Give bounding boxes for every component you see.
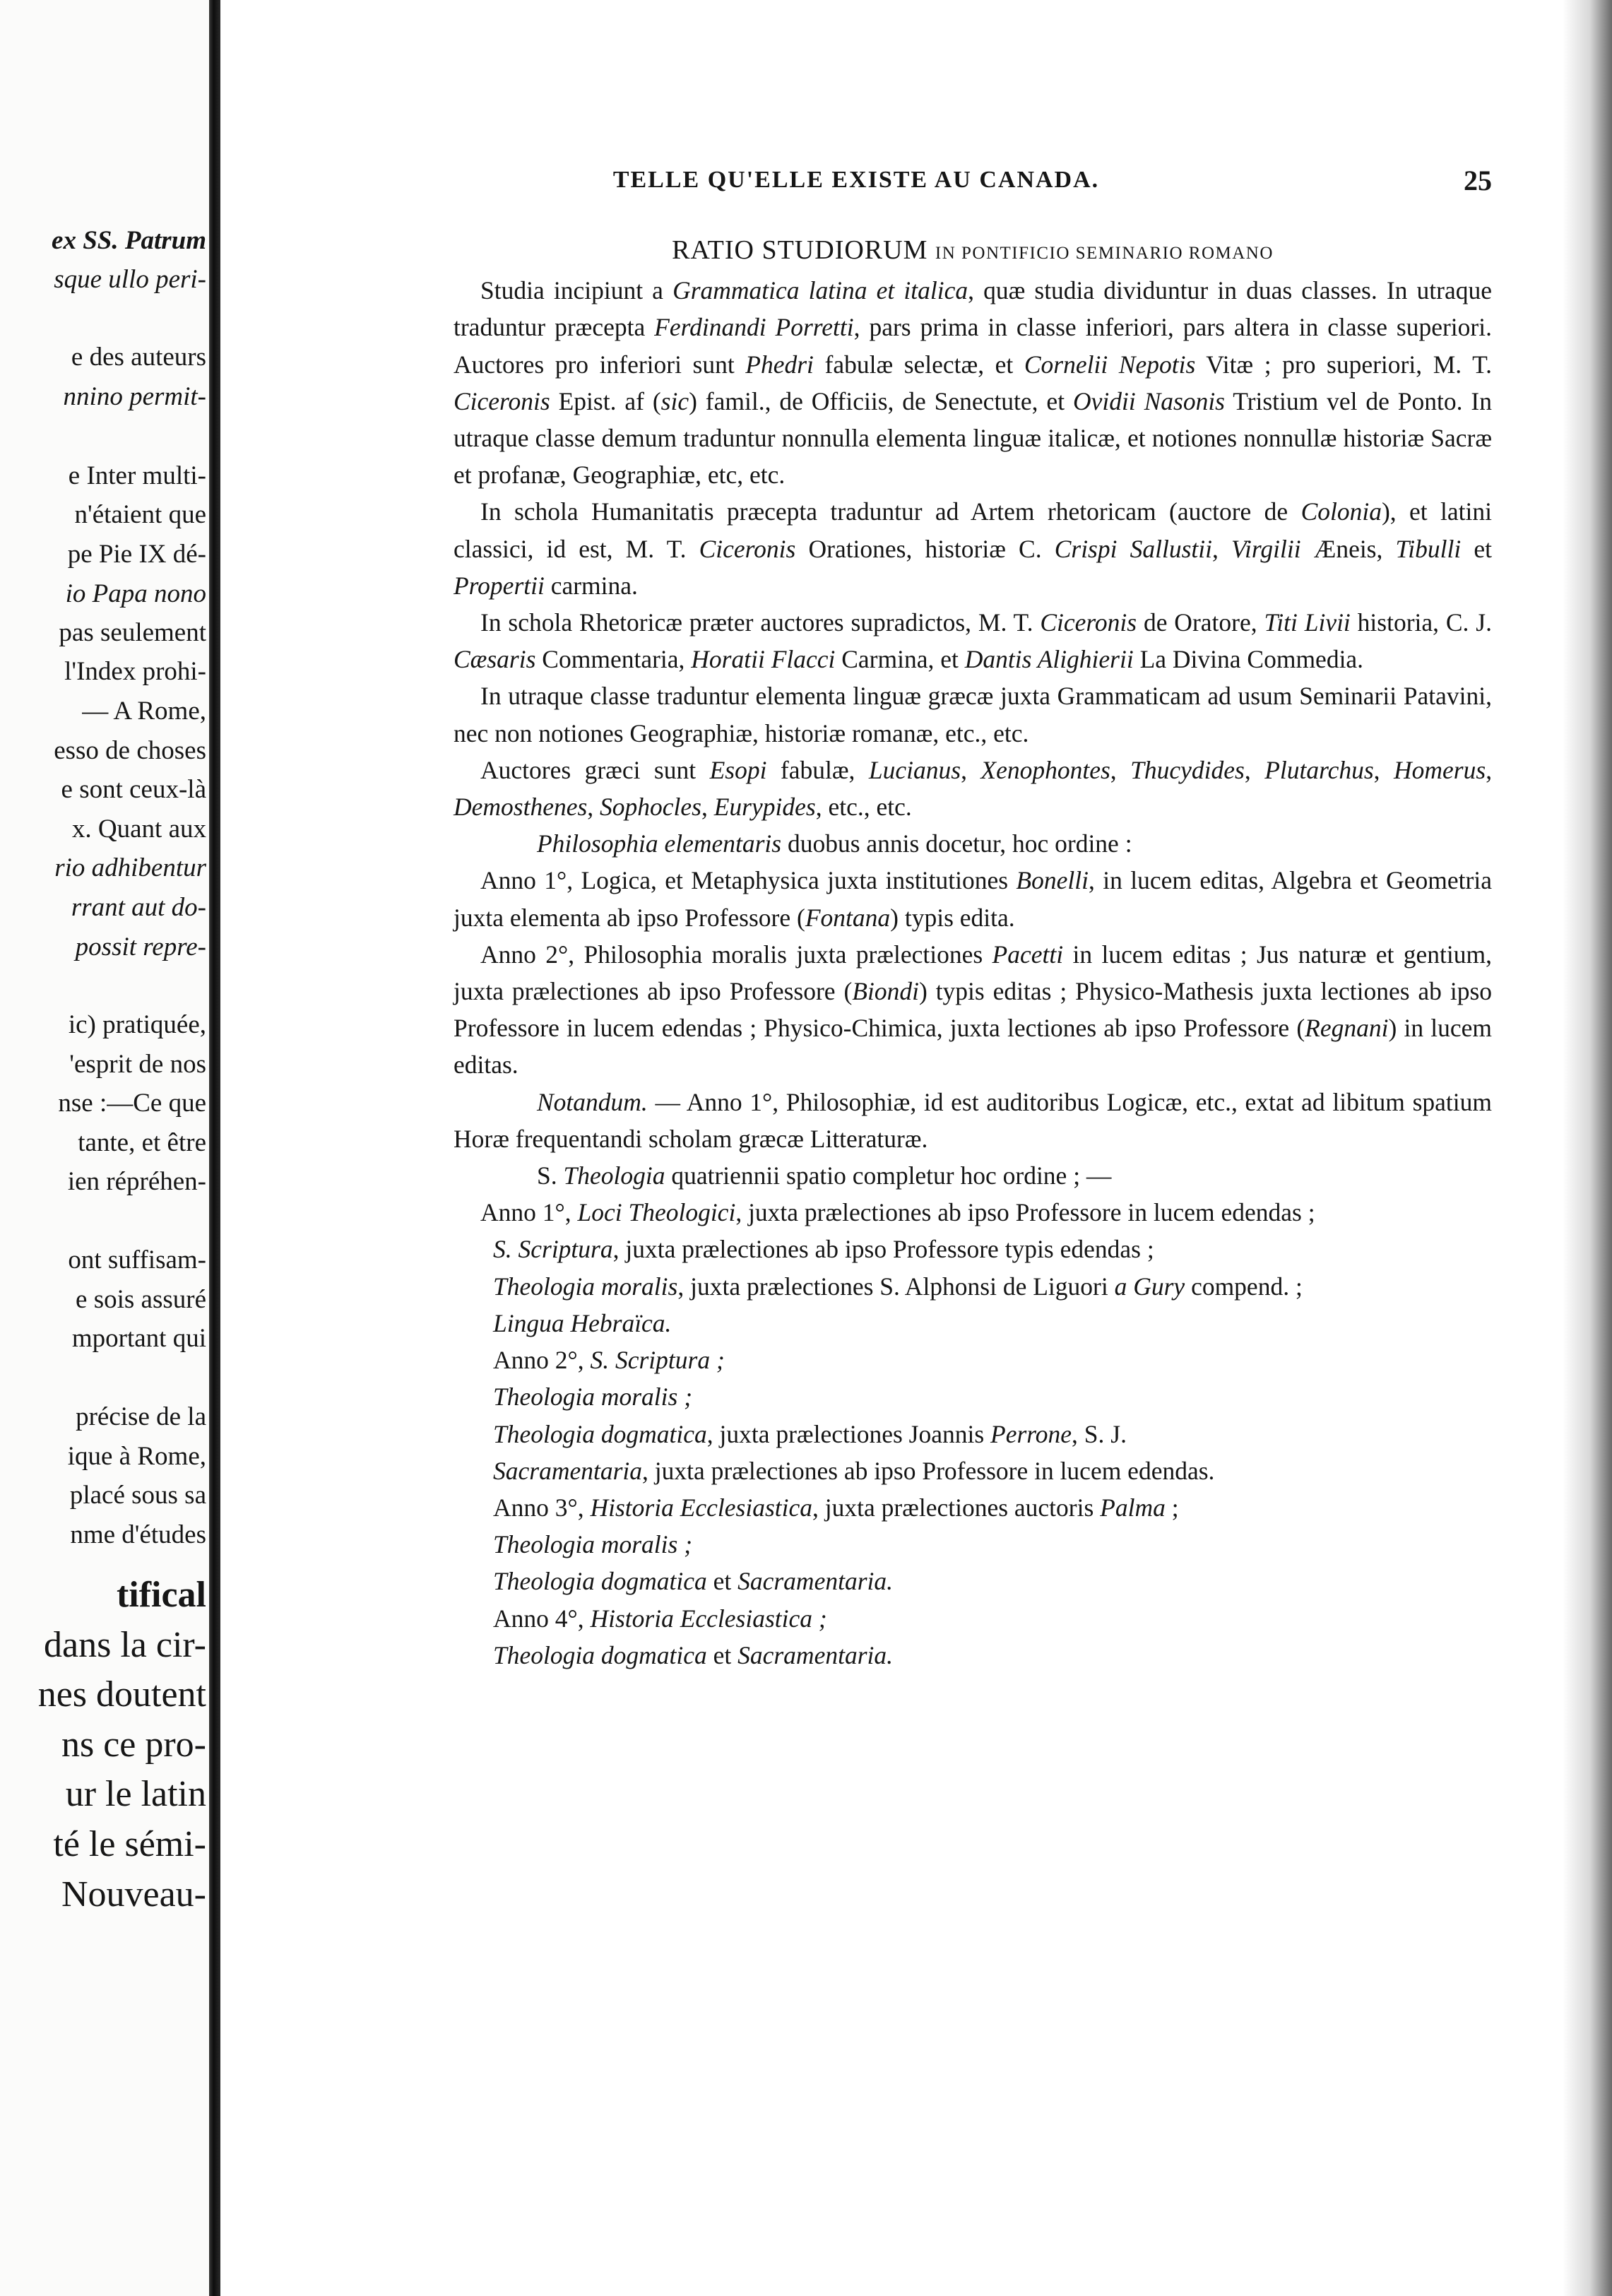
facing-page-line: ex SS. Patrum	[52, 226, 206, 255]
book-gutter	[209, 0, 220, 2296]
paragraph: Theologia dogmatica et Sacramentaria.	[493, 1640, 893, 1669]
paragraph: Notandum. — Anno 1°, Philosophiæ, id est auditoribus Logicæ, etc., extat ad libitum spatium Horæ frequentandi scholam græcæ Litteraturæ.	[454, 1087, 1492, 1153]
facing-page-line: ur le latin	[65, 1774, 206, 1814]
facing-page-line: ic) pratiquée,	[68, 1010, 206, 1039]
paragraph: Anno 1°, Loci Theologici, juxta prælectiones ab ipso Professore in lucem edendas ;	[480, 1198, 1315, 1227]
paragraph: Lingua Hebraïca.	[493, 1308, 672, 1337]
facing-page-fragment	[0, 0, 212, 2296]
paragraph: In schola Rhetoricæ præter auctores supradictos, M. T. Ciceronis de Oratore, Titi Livii historia, C. J. Cæsaris Commentaria, Horatii Flacci Carmina, et Dantis Alighierii La Divina Commedia.	[454, 608, 1492, 674]
title-subtitle: IN PONTIFICIO SEMINARIO ROMANO	[935, 244, 1274, 263]
facing-page-line: nes doutent	[37, 1674, 206, 1715]
title-main: RATIO STUDIORUM	[672, 235, 928, 265]
facing-page-line: l'Index prohi-	[64, 657, 206, 686]
facing-page-line: mportant qui	[71, 1324, 206, 1353]
page-number: 25	[1464, 165, 1492, 196]
paragraph: Anno 2°, Philosophia moralis juxta prælectiones Pacetti in lucem editas ; Jus naturæ et gentium, juxta prælectiones ab ipso Professore (Biondi) typis editas ; Physico-Mathesis juxta lectiones ab ipso Professore in lucem edendas ; Physico-Chimica, juxta lectiones ab ipso Professore (Regnani) in lucem editas.	[454, 940, 1493, 1079]
facing-page-line: ique à Rome,	[67, 1442, 206, 1471]
running-head: TELLE QU'ELLE EXISTE AU CANADA.	[612, 167, 1100, 193]
paragraph: S. Theologia quatriennii spatio completur hoc ordine ; —	[537, 1161, 1112, 1190]
paragraph: Auctores græci sunt Esopi fabulæ, Lucianus, Xenophontes, Thucydides, Plutarchus, Homerus, Demosthenes, Sophocles, Eurypides, etc., etc.	[454, 755, 1493, 822]
facing-page-line: nse :—Ce que	[58, 1089, 206, 1118]
facing-page-line: — A Rome,	[82, 697, 206, 726]
facing-page-line: io Papa nono	[65, 579, 206, 608]
facing-page-line: nnino permit-	[63, 382, 206, 411]
paragraph: Theologia dogmatica et Sacramentaria.	[493, 1567, 893, 1596]
facing-page-line: ont suffisam-	[68, 1245, 206, 1274]
paragraph: In utraque classe traduntur elementa linguæ græcæ juxta Grammaticam ad usum Seminarii Patavini, nec non notiones Geographiæ, historiæ romanæ, etc., etc.	[454, 682, 1492, 747]
facing-page-line: possit repre-	[75, 933, 206, 961]
section-title	[454, 232, 1492, 272]
facing-page-line: rrant aut do-	[71, 893, 206, 922]
facing-page-line: 'esprit de nos	[69, 1050, 206, 1079]
facing-page-line: e Inter multi-	[68, 461, 206, 490]
facing-page-line: précise de la	[76, 1402, 206, 1431]
facing-page-line: e sont ceux-là	[61, 775, 206, 804]
page-header	[220, 167, 1492, 202]
facing-page-line: n'étaient que	[74, 500, 206, 529]
facing-page-line: nme d'études	[70, 1520, 206, 1549]
facing-page-line: tante, et être	[78, 1128, 206, 1157]
page	[220, 0, 1612, 2296]
paragraph: Anno 2°, S. Scriptura ;	[493, 1346, 725, 1375]
paragraph: Anno 3°, Historia Ecclesiastica, juxta prælectiones auctoris Palma ;	[493, 1493, 1179, 1522]
facing-page-line: e sois assuré	[76, 1285, 206, 1314]
paragraph: Anno 1°, Logica, et Metaphysica juxta institutiones Bonelli, in lucem editas, Algebra et Geometria juxta elementa ab ipso Professore (Fontana) typis edita.	[454, 866, 1492, 932]
facing-page-line: Nouveau-	[61, 1874, 206, 1915]
facing-page-line: rio adhibentur	[54, 853, 206, 882]
facing-page-line: e des auteurs	[71, 343, 206, 372]
facing-page-line: tifical	[116, 1575, 206, 1615]
paragraph: In schola Humanitatis præcepta traduntur ad Artem rhetoricam (auctore de Colonia), et latini classici, id est, M. T. Ciceronis Orationes, historiæ C. Crispi Sallustii, Virgilii Æneis, Tibulli et Propertii carmina.	[454, 497, 1493, 600]
facing-page-line: té le sémi-	[53, 1824, 206, 1864]
body-text	[454, 232, 1492, 1674]
paragraph: Theologia moralis, juxta prælectiones S. Alphonsi de Liguori a Gury compend. ;	[493, 1272, 1303, 1301]
facing-page-line: pe Pie IX dé-	[67, 540, 206, 569]
facing-page-line: x. Quant aux	[71, 815, 206, 844]
paragraph: Studia incipiunt a Grammatica latina et italica, quæ studia dividuntur in duas classes. In utraque traduntur præcepta Ferdinandi Porretti, pars prima in classe inferiori, pars altera in classe superiori. Auctores pro inferiori sunt Phedri fabulæ selectæ, et Cornelii Nepotis Vitæ ; pro superiori, M. T. Ciceronis Epist. af (sic) famil., de Officiis, de Senectute, et Ovidii Nasonis Tristium vel de Ponto. In utraque classe demum traduntur nonnulla elementa linguæ italicæ, et notiones nonnullæ historiæ Sacræ et profanæ, Geographiæ, etc, etc.	[454, 276, 1492, 490]
paragraph: Anno 4°, Historia Ecclesiastica ;	[493, 1604, 827, 1633]
facing-page-line: esso de choses	[54, 736, 206, 765]
paragraph: S. Scriptura, juxta prælectiones ab ipso Professore typis edendas ;	[493, 1235, 1154, 1264]
paragraph: Theologia dogmatica, juxta prælectiones Joannis Perrone, S. J.	[493, 1419, 1127, 1448]
paragraph: Theologia moralis ;	[493, 1530, 693, 1559]
facing-page-line: placé sous sa	[69, 1481, 206, 1510]
facing-page-line: ns ce pro-	[61, 1724, 206, 1765]
facing-page-line: ien répréhen-	[67, 1167, 206, 1196]
page-edge-shadow	[1563, 0, 1612, 2296]
paragraph: Theologia moralis ;	[493, 1383, 693, 1412]
facing-page-line: sque ullo peri-	[54, 265, 206, 294]
facing-page-line: pas seulement	[59, 618, 206, 647]
facing-page-line: dans la cir-	[44, 1625, 206, 1665]
paragraph: Sacramentaria, juxta prælectiones ab ipso Professore in lucem edendas.	[493, 1456, 1215, 1485]
paragraph: Philosophia elementaris duobus annis docetur, hoc ordine :	[537, 829, 1132, 858]
